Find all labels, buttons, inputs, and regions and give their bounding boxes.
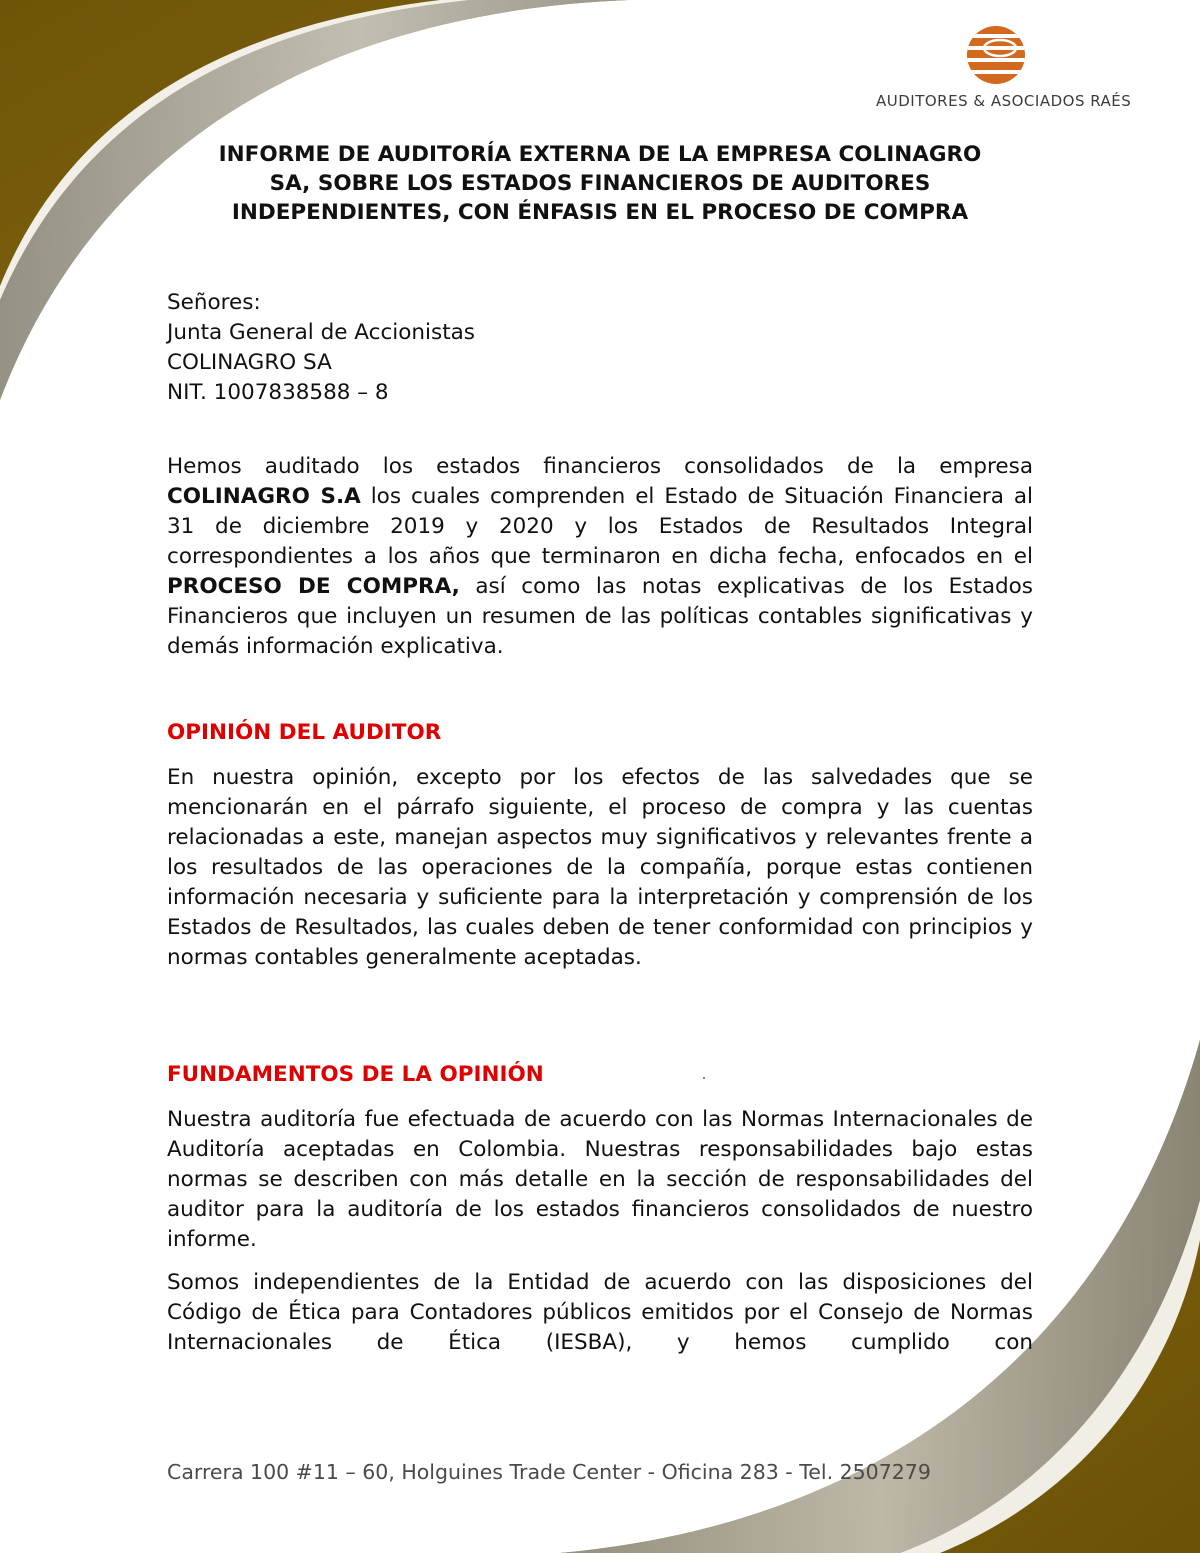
company-logo — [876, 24, 1132, 124]
logo-text: AUDITORES & ASOCIADOS RAÉS — [876, 92, 1132, 110]
footer-address: Carrera 100 #11 – 60, Holguines Trade Center - Oficina 283 - Tel. 2507279 — [167, 1460, 931, 1484]
intro-company-bold: COLINAGRO S.A — [167, 484, 361, 509]
title-line: INDEPENDIENTES, CON ÉNFASIS EN EL PROCESO DE COMPRA — [231, 200, 969, 225]
salutation: Señores: — [167, 290, 261, 315]
globe-logo-icon — [964, 24, 1028, 86]
opinion-heading: OPINIÓN DEL AUDITOR — [167, 720, 442, 745]
fundamentos-paragraph-1: Nuestra auditoría fue efectuada de acuerdo con las Normas Internacionales de Auditoría aceptadas en Colombia. Nuestras responsabilidades bajo estas normas se describen con más detalle en la sección de responsabilidades del auditor para la auditoría de los estados financieros consolidados de nuestro informe. — [167, 1107, 1033, 1252]
recipient: Junta General de Accionistas — [167, 320, 476, 345]
stray-dot — [703, 1077, 705, 1079]
fundamentos-paragraph-2: Somos independientes de la Entidad de acuerdo con las disposiciones del Código de Ética para Contadores públicos emitidos por el Consejo de Normas Internacionales de Ética (IESBA), y hemos cumplido con — [167, 1270, 1033, 1355]
title-line: INFORME DE AUDITORÍA EXTERNA DE LA EMPRESA COLINAGRO — [218, 142, 982, 167]
intro-text: así como las notas explicativas de los Estados Financieros que incluyen un resumen de las políticas contables significativas y demás información explicativa. — [167, 574, 1033, 659]
company-name: COLINAGRO SA — [167, 350, 332, 375]
intro-process-bold: PROCESO DE COMPRA, — [167, 574, 460, 599]
fundamentos-heading: FUNDAMENTOS DE LA OPINIÓN — [167, 1062, 544, 1087]
addressee-block — [167, 288, 867, 408]
intro-text: los cuales comprenden el Estado de Situación Financiera al 31 de diciembre 2019 y 2020 y los Estados de Resultados Integral correspondientes a los años que terminaron en dicha fecha, enfocados en el — [167, 484, 1033, 569]
opinion-paragraph: En nuestra opinión, excepto por los efectos de las salvedades que se mencionarán en el párrafo siguiente, el proceso de compra y las cuentas relacionadas a este, manejan aspectos muy significativos y relevantes frente a los resultados de las operaciones de la compañía, porque estas contienen información necesaria y suficiente para la interpretación y comprensión de los Estados de Resultados, las cuales deben de tener conformidad con principios y normas contables generalmente aceptadas. — [167, 765, 1033, 970]
intro-paragraph — [167, 452, 1033, 662]
company-nit: NIT. 1007838588 – 8 — [167, 380, 389, 405]
document-title — [160, 140, 1040, 227]
title-line: SA, SOBRE LOS ESTADOS FINANCIEROS DE AUDITORES — [269, 171, 931, 196]
intro-text: Hemos auditado los estados financieros consolidados de la empresa — [167, 454, 1033, 479]
